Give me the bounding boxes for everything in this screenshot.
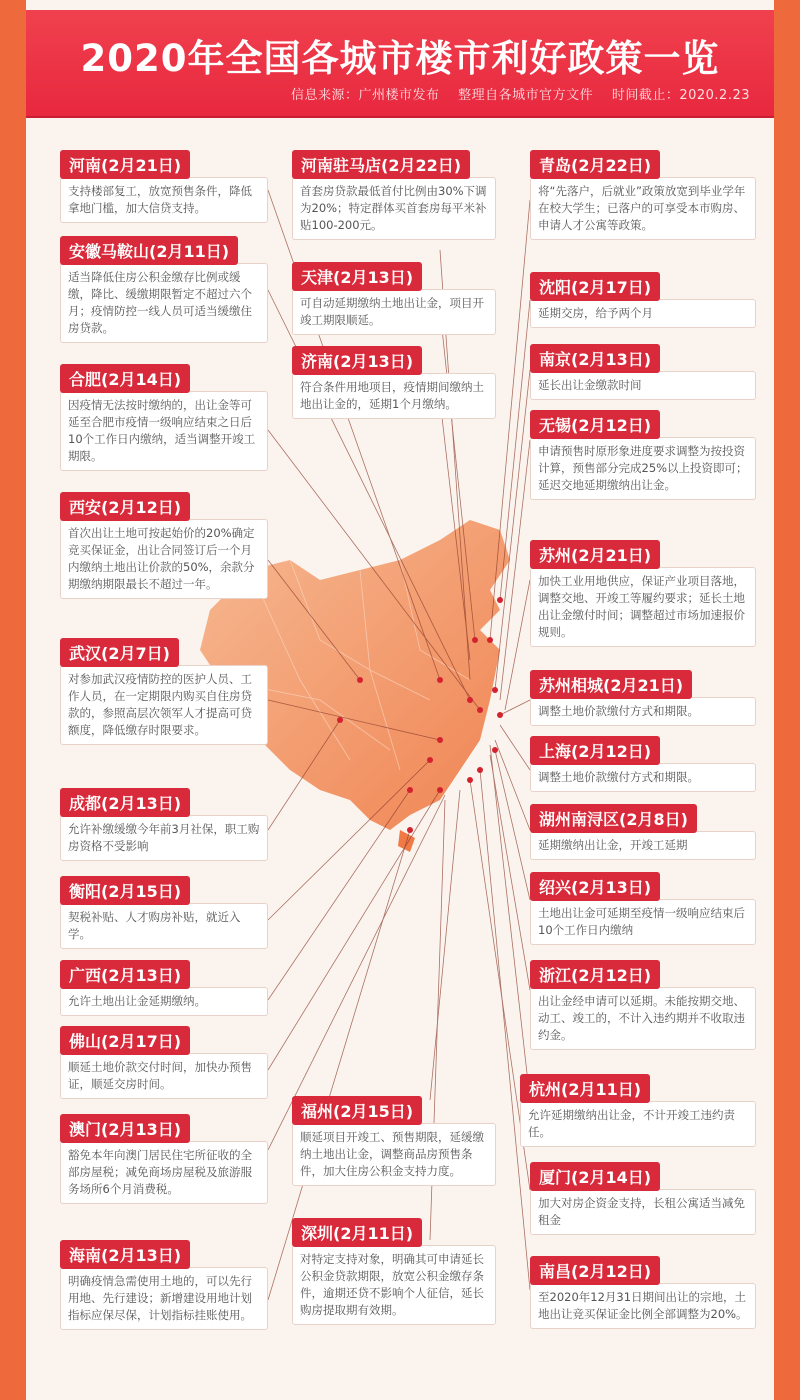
card-label: 河南(2月21日)	[60, 150, 190, 179]
card-label: 合肥(2月14日)	[60, 364, 190, 393]
card-text: 明确疫情急需使用土地的，可以先行用地、先行建设；新增建设用地计划指标应保尽保，计划指标挂账使用。	[60, 1267, 268, 1330]
card-macau	[60, 1114, 268, 1204]
card-text: 土地出让金可延期至疫情一级响应结束后10个工作日内缴纳	[530, 899, 756, 945]
card-label: 佛山(2月17日)	[60, 1026, 190, 1055]
card-text: 延期交房，给予两个月	[530, 299, 756, 328]
card-label: 绍兴(2月13日)	[530, 872, 660, 901]
card-label: 福州(2月15日)	[292, 1096, 422, 1125]
card-label: 武汉(2月7日)	[60, 638, 179, 667]
card-label: 厦门(2月14日)	[530, 1162, 660, 1191]
card-label: 海南(2月13日)	[60, 1240, 190, 1269]
card-nanjing	[530, 344, 756, 400]
card-zhumadian	[292, 150, 496, 240]
card-text: 调整土地价款缴付方式和期限。	[530, 697, 756, 726]
card-label: 湖州南浔区(2月8日)	[530, 804, 697, 833]
card-label: 衡阳(2月15日)	[60, 876, 190, 905]
card-text: 首次出让土地可按起始价的20%确定竞买保证金，出让合同签订后一个月内缴纳土地出让价款的50%，余款分期缴纳期限最长不超过一年。	[60, 519, 268, 599]
card-qingdao	[530, 150, 756, 240]
card-shaoxing	[530, 872, 756, 945]
card-label: 无锡(2月12日)	[530, 410, 660, 439]
card-text: 至2020年12月31日期间出让的宗地，土地出让竞买保证金比例全部调整为20%。	[530, 1283, 756, 1329]
card-hangzhou	[520, 1074, 756, 1147]
card-text: 支持楼部复工，放宽预售条件，降低拿地门槛，加大信贷支持。	[60, 177, 268, 223]
card-text: 对特定支持对象，明确其可申请延长公积金贷款期限，放宽公积金缴存条件，逾期还贷不影响个人征信，延长购房提取期有效期。	[292, 1245, 496, 1325]
compiled-text: 整理自各城市官方文件	[458, 88, 594, 103]
card-label: 上海(2月12日)	[530, 736, 660, 765]
card-label: 广西(2月13日)	[60, 960, 190, 989]
card-shenzhen	[292, 1218, 496, 1325]
card-label: 沈阳(2月17日)	[530, 272, 660, 301]
card-text: 因疫情无法按时缴纳的，出让金等可延至合肥市疫情一级响应结束之日后10个工作日内缴纳，适当调整开竣工期限。	[60, 391, 268, 471]
card-label: 浙江(2月12日)	[530, 960, 660, 989]
card-text: 允许延期缴纳出让金，不计开竣工违约责任。	[520, 1101, 756, 1147]
poster-subtitle	[277, 84, 750, 103]
card-henan	[60, 150, 268, 223]
card-label: 安徽马鞍山(2月11日)	[60, 236, 238, 265]
card-text: 延长出让金缴款时间	[530, 371, 756, 400]
card-label: 成都(2月13日)	[60, 788, 190, 817]
card-fuzhou	[292, 1096, 496, 1186]
poster-header	[26, 10, 774, 118]
card-wuhan	[60, 638, 268, 745]
card-label: 南昌(2月12日)	[530, 1256, 660, 1285]
poster-title: 2020年全国各城市楼市利好政策一览	[80, 37, 720, 80]
card-zhejiang	[530, 960, 756, 1050]
card-text: 契税补贴、人才购房补贴，就近入学。	[60, 903, 268, 949]
card-label: 杭州(2月11日)	[520, 1074, 650, 1103]
card-xiamen	[530, 1162, 756, 1235]
card-nanxun	[530, 804, 756, 860]
card-foshan	[60, 1026, 268, 1099]
card-text: 符合条件用地项目，疫情期间缴纳土地出让金的，延期1个月缴纳。	[292, 373, 496, 419]
card-label: 济南(2月13日)	[292, 346, 422, 375]
card-nanchang	[530, 1256, 756, 1329]
card-text: 申请预售时原形象进度要求调整为按投资计算，预售部分完成25%以上投资即可；延迟交地延期缴纳出让金。	[530, 437, 756, 500]
card-hengyang	[60, 876, 268, 949]
card-hefei	[60, 364, 268, 471]
card-text: 允许补缴缓缴今年前3月社保，职工购房资格不受影响	[60, 815, 268, 861]
card-label: 苏州(2月21日)	[530, 540, 660, 569]
card-text: 顺延项目开竣工、预售期限，延缓缴纳土地出让金，调整商品房预售条件，加大住房公积金支持力度。	[292, 1123, 496, 1186]
card-text: 顺延土地价款交付时间，加快办预售证，顺延交房时间。	[60, 1053, 268, 1099]
card-label: 苏州相城(2月21日)	[530, 670, 692, 699]
card-xiangcheng	[530, 670, 756, 726]
card-text: 可自动延期缴纳土地出让金，项目开竣工期限顺延。	[292, 289, 496, 335]
card-label: 深圳(2月11日)	[292, 1218, 422, 1247]
card-label: 西安(2月12日)	[60, 492, 190, 521]
card-text: 适当降低住房公积金缴存比例或缓缴，降比、缓缴期限暂定不超过六个月；疫情防控一线人员可适当缓缴住房贷款。	[60, 263, 268, 343]
card-jinan	[292, 346, 496, 419]
card-guangxi	[60, 960, 268, 1016]
card-hainan	[60, 1240, 268, 1330]
card-suzhou	[530, 540, 756, 647]
card-text: 加快工业用地供应，保证产业项目落地，调整交地、开竣工等履约要求；延长土地出让金缴付时间；调整超过市场加速报价规则。	[530, 567, 756, 647]
card-text: 首套房贷款最低首付比例由30%下调为20%；特定群体买首套房每平米补贴100-200元。	[292, 177, 496, 240]
card-shenyang	[530, 272, 756, 328]
card-label: 天津(2月13日)	[292, 262, 422, 291]
card-label: 青岛(2月22日)	[530, 150, 660, 179]
card-text: 出让金经申请可以延期。未能按期交地、动工、竣工的，不计入违约期并不收取违约金。	[530, 987, 756, 1050]
deadline-text: 时间截止：2020.2.23	[611, 88, 750, 103]
card-text: 豁免本年向澳门居民住宅所征收的全部房屋税；减免商场房屋税及旅游服务场所6个月消费税。	[60, 1141, 268, 1204]
card-shanghai	[530, 736, 756, 792]
card-tianjin	[292, 262, 496, 335]
card-text: 将“先落户，后就业”政策放宽到毕业学年在校大学生；已落户的可享受本市购房、申请人才公寓等政策。	[530, 177, 756, 240]
source-text: 信息来源：广州楼市发布	[291, 88, 440, 103]
card-text: 调整土地价款缴付方式和期限。	[530, 763, 756, 792]
card-label: 澳门(2月13日)	[60, 1114, 190, 1143]
card-label: 南京(2月13日)	[530, 344, 660, 373]
card-chengdu	[60, 788, 268, 861]
card-text: 加大对房企资金支持，长租公寓适当减免租金	[530, 1189, 756, 1235]
card-text: 允许土地出让金延期缴纳。	[60, 987, 268, 1016]
card-label: 河南驻马店(2月22日)	[292, 150, 470, 179]
card-text: 对参加武汉疫情防控的医护人员、工作人员，在一定期限内购买自住房贷款的，参照高层次领军人才提高可贷额度，降低缴存时限要求。	[60, 665, 268, 745]
card-text: 延期缴纳出让金，开竣工延期	[530, 831, 756, 860]
card-xian	[60, 492, 268, 599]
card-maanshan	[60, 236, 268, 343]
card-wuxi	[530, 410, 756, 500]
